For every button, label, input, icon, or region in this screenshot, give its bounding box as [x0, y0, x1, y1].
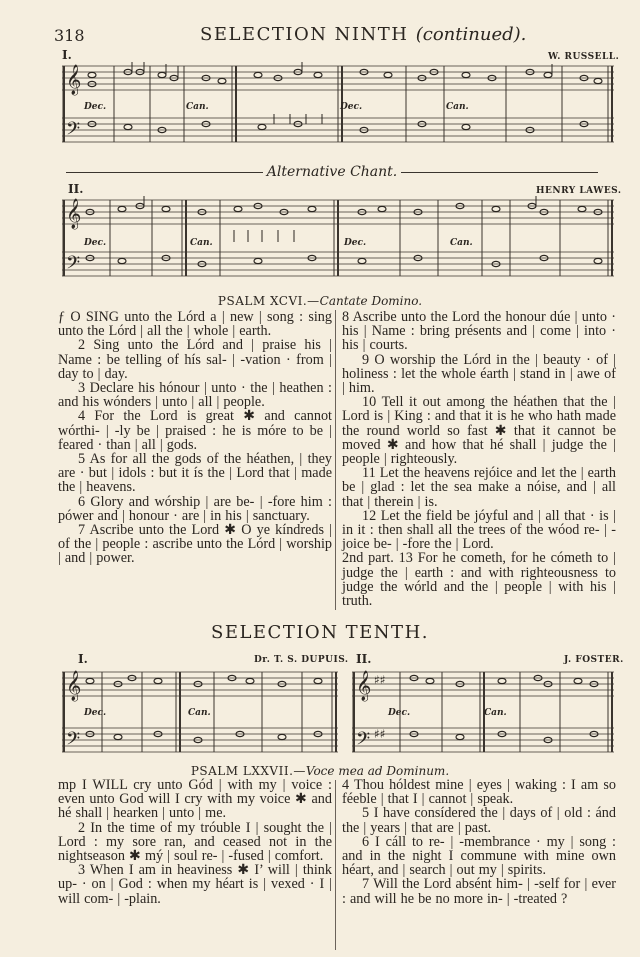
alternative-chant-heading — [62, 162, 602, 182]
psalm-number: PSALM LXXVII.— — [190, 764, 306, 778]
svg-text:𝄢: 𝄢 — [356, 729, 371, 754]
psalm-verse: 6 I cáll to re- | -membrance · my | song : and in the night I commune with mine own héart, and | search | out my | spirits. — [342, 833, 616, 879]
svg-text:𝄢: 𝄢 — [66, 729, 81, 754]
psalm-verse: 3 When I am in heaviness ✱ I’ will | think up- · on | God : when my héart is | vexed · I | will com- | -plain. — [58, 862, 332, 907]
decani-label: Dec. — [84, 238, 107, 248]
svg-text:𝄞: 𝄞 — [66, 199, 82, 229]
psalm-verse: 6 Glory and wórship | are be- | -fore him : pówer and | honour · are | in his | sanctuary. — [58, 493, 332, 524]
psalm-verse: 3 Declare his hónour | unto · the | heathen : and his wónders | unto | all | people. — [58, 380, 332, 411]
svg-text:𝄢: 𝄢 — [66, 253, 81, 278]
psalm-verse: 4 Thou hóldest mine | eyes | waking : I am so féeble | that I | cannot | speak. — [342, 777, 616, 808]
decani-label: Dec. — [388, 708, 411, 718]
psalm-verse: 2nd part. 13 For he cometh, for he cómeth to | judge the | earth : and with righteousness to judge the wórld and the | people | with his | truth. — [342, 550, 616, 610]
cantoris-label: Can. — [450, 238, 473, 248]
decani-label: Dec. — [84, 102, 107, 112]
psalm-latin-title: Voce mea ad Dominum. — [305, 764, 450, 778]
psalm-heading — [0, 294, 640, 308]
svg-text:𝄞: 𝄞 — [66, 671, 82, 701]
psalm-verse: 5 As for all the gods of the héathen, | they are · but | idols : but it ís the | Lord that | made the | heavens. — [58, 451, 332, 496]
alternative-chant-label: Alternative Chant. — [266, 164, 398, 180]
psalm-column-left — [58, 310, 332, 566]
cantoris-label: Can. — [484, 708, 507, 718]
psalm-verse: mp I WILL cry unto Gód | with my | voice : even unto God will I cry with my voice ✱ and hé shall | hearken | unto | me. — [58, 777, 332, 822]
music-system-1 — [62, 62, 614, 158]
svg-text:♯♯: ♯♯ — [374, 673, 386, 687]
cantoris-label: Can. — [190, 238, 213, 248]
psalm-verse: 2 Sing unto the Lórd and | praise his | Name : be telling of hís sal- | -vation · from | day to | day. — [58, 337, 332, 382]
svg-text:𝄞: 𝄞 — [356, 671, 372, 701]
cantoris-label: Can. — [188, 708, 211, 718]
chant-number: I. — [62, 48, 72, 62]
page-title — [200, 24, 526, 45]
rule-right — [401, 172, 598, 173]
psalm-verse: 2 In the time of my tróuble I | sought the | Lord : my sore ran, and ceased not in the nightseason ✱ mý | soul re- | -fused | comfort. — [58, 819, 332, 865]
psalm-verse: 4 For the Lord is great ✱ and cannot wórthi- | -ly be | praised : he is móre to be | feared · than | all | gods. — [58, 408, 332, 453]
psalm-verse: 8 Ascribe unto the Lord the honour dúe | unto · his | Name : bring présents and | come | into · his | courts. — [342, 309, 616, 354]
selection-title-suffix: (continued). — [415, 24, 527, 45]
svg-text:♯♯: ♯♯ — [374, 727, 386, 741]
music-staff-group — [62, 62, 614, 158]
decani-label: Dec. — [84, 708, 107, 718]
composer-name: HENRY LAWES. — [536, 186, 622, 196]
svg-text:𝄢: 𝄢 — [66, 119, 81, 144]
selection-title: SELECTION NINTH — [200, 24, 409, 45]
psalm-verse: 11 Let the heavens rejóice and let the | earth be | glad : let the sea make a nóise, and | all that | therein | is. — [342, 465, 616, 510]
music-staff-group — [62, 196, 614, 292]
cantoris-label: Can. — [186, 102, 209, 112]
psalm-column-right — [342, 310, 616, 608]
svg-text:𝄞: 𝄞 — [66, 65, 82, 95]
psalm-verse: 5 I have consídered the | days of | old : ánd the | years | that are | past. — [342, 805, 616, 836]
psalm-column-right — [342, 778, 616, 906]
psalm-verse: 10 Tell it out among the héathen that the | Lord is | King : and that it is he who hath made the round world so fast ✱ that it cannot be moved ✱ and how that hé shall | judge the | people | righteously. — [342, 394, 616, 468]
psalm-latin-title: Cantate Domino. — [319, 294, 423, 308]
page-number: 318 — [54, 26, 85, 45]
psalm-verse: ƒ O SING unto the Lórd a | new | song : sing unto the Lórd | all the | whole | earth. — [58, 309, 332, 340]
psalm-column-left — [58, 778, 332, 906]
selection-tenth-title: SELECTION TENTH. — [210, 622, 429, 643]
composer-name: W. RUSSELL. — [548, 52, 620, 62]
psalm-verse: 7 Will the Lord absént him- | -self for | ever : and will he be no more in- | -treated ? — [342, 876, 616, 907]
psalm-number: PSALM XCVI.— — [217, 294, 320, 308]
chant-number: II. — [356, 652, 372, 666]
chant-number: I. — [78, 652, 88, 666]
decani-label: Dec. — [340, 102, 363, 112]
column-divider — [335, 310, 336, 610]
chant-number: II. — [68, 182, 84, 196]
psalm-heading — [0, 764, 640, 778]
cantoris-label: Can. — [446, 102, 469, 112]
rule-left — [66, 172, 263, 173]
decani-label: Dec. — [344, 238, 367, 248]
composer-name: Dr. T. S. DUPUIS. — [254, 655, 349, 665]
psalm-verse: 9 O worship the Lórd in the | beauty · of | holiness : let the whole éarth | stand in | awe of | him. — [342, 351, 616, 397]
psalm-verse: 7 Ascribe unto the Lord ✱ O ye kíndreds | of the | people : ascribe unto the Lórd | worship | and | power. — [58, 522, 332, 567]
music-system-2 — [62, 196, 614, 292]
psalm-verse: 12 Let the field be jóyful and | all that · is | in it : then shall all the trees of the wóod re- | -joice be- | -fore the | Lord. — [342, 507, 616, 553]
composer-name: J. FOSTER. — [564, 655, 624, 665]
column-divider — [335, 780, 336, 950]
